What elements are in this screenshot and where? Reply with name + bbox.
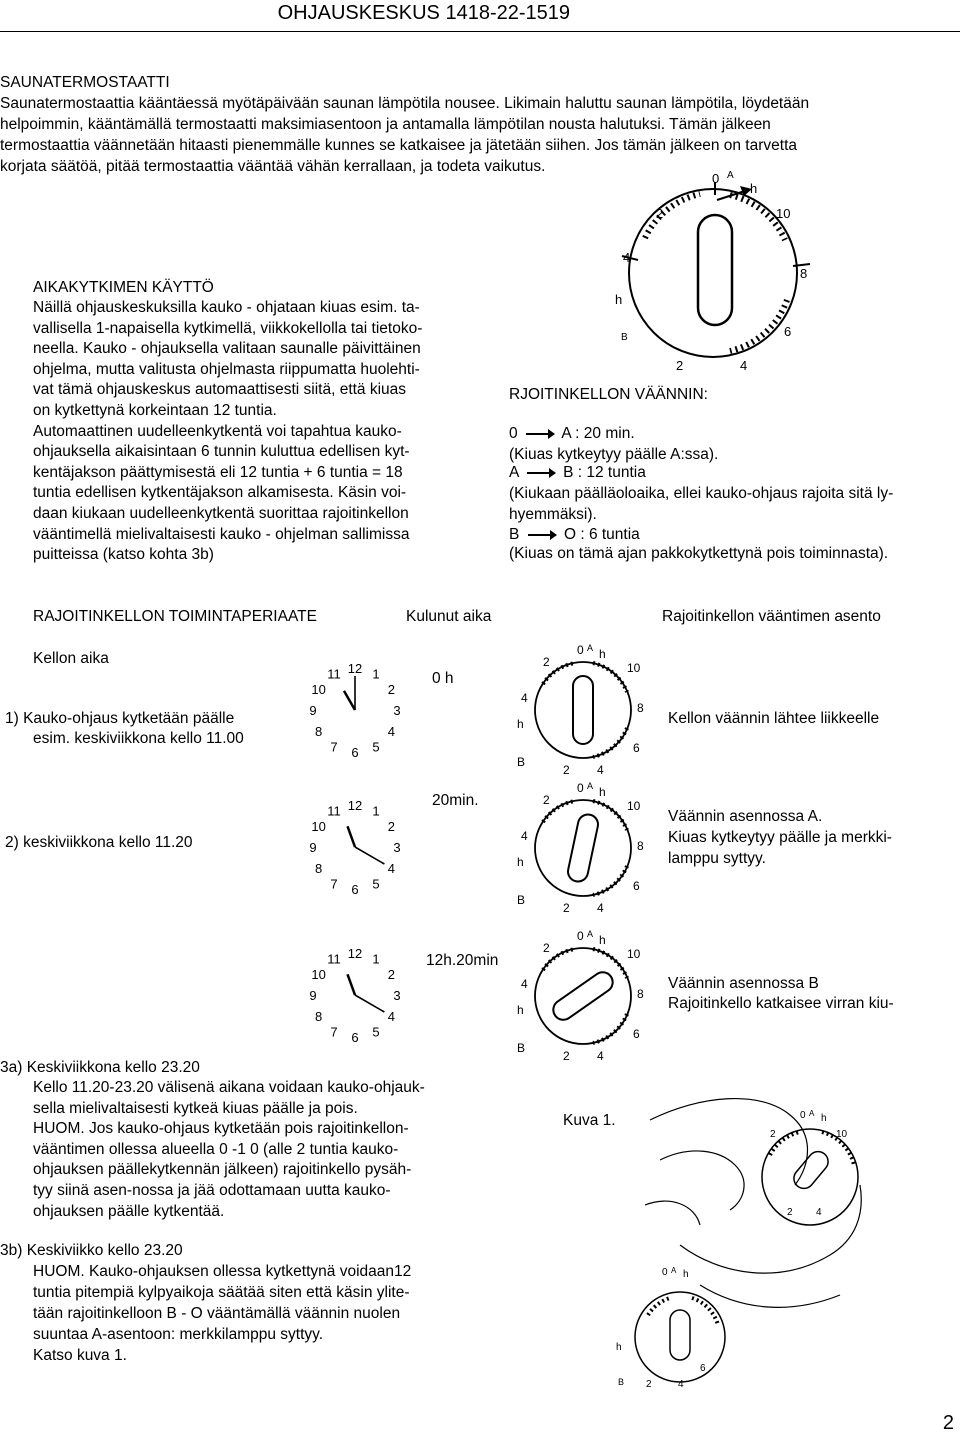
kuva1-lower-b: B <box>618 1377 625 1387</box>
clock-numeral: 11 <box>327 666 341 682</box>
step3b-label: 3b) Keskiviikko kello 23.20 <box>0 1242 183 1259</box>
kuva1-lower-6: 6 <box>700 1363 706 1374</box>
clock-1100 <box>300 655 410 765</box>
dial-label: 10 <box>627 799 641 813</box>
dial-knob <box>566 813 600 884</box>
clock-numeral: 2 <box>387 967 396 982</box>
dial-label-4-bottom: 4 <box>740 358 748 373</box>
clock-numeral: 5 <box>372 876 380 892</box>
step3b-line: HUOM. Kauko-ohjauksen ollessa kytkettynä voidaan12 <box>33 1263 412 1280</box>
dial-label-a: A <box>727 170 734 181</box>
kuva1-label-a: A <box>809 1109 815 1118</box>
page-title: OHJAUSKESKUS 1418-22-1519 <box>277 2 570 24</box>
knob-row <box>509 524 640 545</box>
dial-label: 4 <box>597 901 604 915</box>
dial-label: B <box>517 755 526 769</box>
dial-label: 10 <box>627 947 641 961</box>
dial-position-a <box>505 770 665 920</box>
dial-label: 4 <box>597 1049 604 1063</box>
clock-1120 <box>300 792 410 902</box>
timer-line: puitteissa (katso kohta 3b) <box>33 546 214 564</box>
clock-numeral: 7 <box>330 876 338 892</box>
step3-note: Rajoitinkello katkaisee virran kiu- <box>668 995 894 1012</box>
clock-numeral: 3 <box>393 988 401 1003</box>
clock-numeral: 7 <box>330 1024 338 1040</box>
hour-hand <box>348 974 356 995</box>
minute-hand <box>355 847 384 864</box>
knob-note: (Kiuas on tämä ajan pakkokytkettynä pois toiminnasta). <box>509 545 889 562</box>
dial-label: h <box>599 785 606 799</box>
dial-label: 2 <box>563 901 570 915</box>
dial-label: A <box>587 781 594 791</box>
clock-numeral: 9 <box>309 840 317 855</box>
knob-row <box>509 462 646 483</box>
step2-note: Väännin asennossa A. <box>668 808 823 825</box>
kuva1-lower-4: 4 <box>678 1379 684 1390</box>
clock-numeral: 4 <box>387 1009 396 1024</box>
dial-label: 0 <box>577 643 584 657</box>
timer-line: tuntia edellisen kytkentäjakson alkamisesta. Käsin voi- <box>33 484 407 502</box>
knob-to: B : 12 tuntia <box>563 464 646 481</box>
dial-knob-handle <box>549 968 616 1023</box>
dial-label: 4 <box>597 763 604 777</box>
kuva1-lower-h: h <box>683 1269 689 1280</box>
dial-knob-handle <box>566 813 600 884</box>
dial-scale <box>593 1014 627 1043</box>
dial-label: 0 <box>577 929 584 943</box>
kuva1-label-2b: 2 <box>787 1207 793 1218</box>
col-clock: Kellon aika <box>33 650 109 667</box>
step3a-label: 3a) Keskiviikkona kello 23.20 <box>0 1059 200 1076</box>
dial-scale <box>593 866 627 895</box>
dial-label-4: 4 <box>623 250 631 265</box>
clock-numeral: 9 <box>309 703 317 718</box>
dial-label: 2 <box>543 941 550 955</box>
step3b-body <box>33 1261 411 1366</box>
timer-line: Automaattinen uudelleenkytkentä voi tapahtua kauko- <box>33 422 402 440</box>
kuva1-lower-2: 2 <box>646 1379 652 1390</box>
step3b-line: tuntia pitempiä kylpyaikoja säätää siten että käsin ylite- <box>33 1284 410 1301</box>
header-rule <box>0 31 960 32</box>
dial-label: A <box>587 643 594 653</box>
clock-2320 <box>300 940 410 1050</box>
arrow-right-icon <box>525 467 557 479</box>
dial-label: h <box>517 855 524 869</box>
col-position: Rajoitinkellon vääntimen asento <box>662 608 881 625</box>
clock-numeral: 5 <box>372 739 380 755</box>
dial-label: 2 <box>563 763 570 777</box>
step3a-line: Kello 11.20-23.20 välisenä aikana voidaan kauko-ohjauk- <box>33 1079 425 1096</box>
clock-numeral: 10 <box>311 819 326 834</box>
sauna-heading: SAUNATERMOSTAATTI <box>0 74 170 91</box>
step1-elapsed: 0 h <box>432 670 454 687</box>
clock-numeral: 6 <box>351 882 359 897</box>
step2-note: lamppu syttyy. <box>668 850 766 867</box>
dial-label: 4 <box>521 691 528 705</box>
clock-numeral: 11 <box>327 951 341 967</box>
step3b-line: tään rajoitinkelloon B - O vääntämällä väännin nuolen <box>33 1305 401 1322</box>
dial-label-6: 6 <box>784 324 792 339</box>
timer-line: ohjelma, mutta valitusta ohjelmasta riippumatta huolehti- <box>33 360 420 378</box>
step2-label: 2) keskiviikkona kello 11.20 <box>5 834 193 851</box>
dial-knob <box>549 968 616 1023</box>
sauna-line: termostaattia väännetään hitaasti pienemmälle kunnes se katkaisee ja jätetään siihen. Jos tämän jälkeen on tarvetta <box>0 137 798 154</box>
dial-knob-handle <box>573 676 593 744</box>
timer-line: Näillä ohjauskeskuksilla kauko - ohjataan kiuas esim. ta- <box>33 299 420 316</box>
clock-numeral: 12 <box>347 798 363 813</box>
dial-label: 8 <box>637 839 644 853</box>
dial-label: 8 <box>637 987 644 1001</box>
clock-numeral: 6 <box>351 1030 359 1045</box>
clock-numeral: 12 <box>347 661 363 676</box>
step3-note: Väännin asennossa B <box>668 975 819 992</box>
step2-elapsed: 20min. <box>432 792 479 809</box>
knob-note: (Kiuas kytkeytyy päälle A:ssa). <box>509 446 719 463</box>
clock-numeral: 4 <box>387 861 396 876</box>
dial-label: 2 <box>543 793 550 807</box>
col-elapsed: Kulunut aika <box>406 608 492 625</box>
clock-numeral: 8 <box>314 724 323 739</box>
dial-label-b: B <box>621 332 628 343</box>
dial-label: 8 <box>637 701 644 715</box>
dial-label-h-side: h <box>615 292 623 307</box>
dial-label: h <box>517 1003 524 1017</box>
kuva1-label-4b: 4 <box>816 1207 822 1218</box>
knob-row <box>509 423 635 444</box>
knob-to: A : 20 min. <box>561 425 635 442</box>
dial-label: B <box>517 1041 526 1055</box>
dial-label-2: 2 <box>656 206 664 221</box>
dial-label: 4 <box>521 977 528 991</box>
figure-caption: Kuva 1. <box>563 1112 616 1129</box>
dial-label: 4 <box>521 829 528 843</box>
timer-body <box>33 298 474 566</box>
kuva1-label-10: 10 <box>836 1129 848 1140</box>
clock-numeral: 5 <box>372 1024 380 1040</box>
clock-numeral: 9 <box>309 988 317 1003</box>
dial-label: B <box>517 893 526 907</box>
step3a-line: vääntimen ollessa alueella 0 -1 0 (alle 2 tuntia kauko- <box>33 1140 399 1158</box>
clock-numeral: 3 <box>393 703 401 718</box>
dial-label: 2 <box>563 1049 570 1063</box>
step1-sublabel: esim. keskiviikkona kello 11.00 <box>33 730 244 747</box>
step3a-line: tyy siinä asen-nossa ja jää odottamaan uutta kauko- <box>33 1181 391 1199</box>
timer-line: neella. Kauko - ohjauksella valitaan saunalle päivittäinen <box>33 340 421 358</box>
arrow-right-icon <box>526 529 558 541</box>
clock-numeral: 2 <box>387 682 396 697</box>
kuva1-label-h: h <box>821 1113 827 1124</box>
timer-line: vääntimellä mielivaltaisesti kauko - ohjelman sallimissa <box>33 525 410 543</box>
sauna-line: Saunatermostaattia kääntäessä myötäpäivään saunan lämpötila nousee. Likimain haluttu saunan lämpötila, löydetään <box>0 95 810 112</box>
step3b-line: Katso kuva 1. <box>33 1347 127 1364</box>
timer-line: kentäjakson päättymisestä eli 12 tuntia + 6 tuntia = 18 <box>33 463 403 481</box>
knob-from: A <box>509 464 519 481</box>
step3a-body <box>33 1078 479 1222</box>
timer-heading: AIKAKYTKIMEN KÄYTTÖ <box>33 279 214 296</box>
dial-label-2-bottom: 2 <box>676 358 684 373</box>
dial-label: 6 <box>633 1027 640 1041</box>
knob-note: hyemmäksi). <box>509 506 597 523</box>
knob-heading: RJOITINKELLON VÄÄNNIN: <box>509 386 708 403</box>
kuva1-lower-0: 0 <box>662 1267 668 1278</box>
step3b-line: suuntaa A-asentoon: merkkilamppu syttyy. <box>33 1326 324 1343</box>
dial-knob <box>573 676 593 744</box>
step2-note: Kiuas kytkeytyy päälle ja merkki- <box>668 829 892 846</box>
clock-numeral: 2 <box>387 819 396 834</box>
sauna-line: korjata säätöä, pitää termostaattia vääntää vähän kerrallaan, ja todeta vaikutus. <box>0 158 546 175</box>
dial-label-h: h <box>750 181 758 196</box>
clock-numeral: 1 <box>372 803 380 819</box>
hand-turning-knob-illustration <box>616 1085 920 1390</box>
step1-note: Kellon väännin lähtee liikkeelle <box>668 710 880 727</box>
clock-numeral: 3 <box>393 840 401 855</box>
dial-label: 6 <box>633 879 640 893</box>
arrow-right-icon <box>524 428 556 440</box>
timer-line: on kytkettynä korkeintaan 12 tuntia. <box>33 401 277 419</box>
dial-label: 0 <box>577 781 584 795</box>
timer-line: daan kiukaan uudelleenkytkentä suorittaa rajoitinkellon <box>33 504 409 522</box>
clock-numeral: 12 <box>347 946 363 961</box>
step3a-line: HUOM. Jos kauko-ohjaus kytketään pois rajoitinkellon- <box>33 1120 409 1138</box>
clock-numeral: 6 <box>351 745 359 760</box>
dial-label: A <box>587 929 594 939</box>
dial-label: 2 <box>543 655 550 669</box>
dial-ring <box>535 948 631 1044</box>
kuva1-label-0: 0 <box>800 1110 806 1121</box>
knob-from: 0 <box>509 425 518 442</box>
principle-heading: RAJOITINKELLON TOIMINTAPERIAATE <box>33 608 317 625</box>
dial-ring <box>535 800 631 896</box>
clock-numeral: 4 <box>387 724 396 739</box>
knob-to: O : 6 tuntia <box>563 526 640 543</box>
knob-note: (Kiukaan päälläoloaika, ellei kauko-ohjaus rajoita sitä ly- <box>509 485 894 502</box>
dial-label-10: 10 <box>776 206 791 221</box>
clock-numeral: 8 <box>314 861 323 876</box>
knob-from: B <box>509 526 520 543</box>
timer-line: vat tämä ohjauskeskus automaattisesti siitä, että kiuas <box>33 381 407 399</box>
hour-hand <box>348 826 356 847</box>
dial-label-0: 0 <box>712 171 720 186</box>
hour-hand <box>344 691 355 710</box>
kuva1-label-2: 2 <box>770 1129 776 1140</box>
clock-numeral: 10 <box>311 682 326 697</box>
dial-label: 6 <box>633 741 640 755</box>
dial-label: 10 <box>627 661 641 675</box>
dial-scale <box>593 663 627 692</box>
step3a-line: ohjauksen päälle kytkentää. <box>33 1202 225 1220</box>
step3-elapsed: 12h.20min <box>426 952 499 969</box>
minute-hand <box>355 995 384 1012</box>
clock-numeral: 11 <box>327 803 341 819</box>
kuva1-lower-h-side: h <box>616 1342 622 1353</box>
clock-numeral: 1 <box>372 951 380 967</box>
dial-position-b <box>505 918 665 1068</box>
clock-numeral: 1 <box>372 666 380 682</box>
step3a-line: sella mielivaltaisesti kytkeä kiuas päälle ja pois. <box>33 1099 358 1117</box>
kuva1-lower-a: A <box>671 1266 677 1275</box>
step1-label: 1) Kauko-ohjaus kytketään päälle <box>5 710 235 727</box>
dial-label: h <box>599 647 606 661</box>
clock-numeral: 10 <box>311 967 326 982</box>
sauna-line: helpoimmin, kääntämällä termostaatti maksimiasentoon ja antamalla lämpötilan nousta halutuksi. Tämän jälkeen <box>0 116 771 133</box>
timer-line: vallisella 1-napaisella kytkimellä, viikkokellolla tai tietoko- <box>33 319 423 337</box>
page-number: 2 <box>942 1412 954 1434</box>
timer-line: ohjauksella aikaisintaan 6 tunnin kuluttua edellisen kyt- <box>33 443 410 461</box>
step3a-line: ohjauksen päällekytkennän jälkeen) rajoitinkello pysäh- <box>33 1161 412 1179</box>
limiter-dial-diagram <box>580 160 840 380</box>
dial-label: h <box>517 717 524 731</box>
clock-numeral: 8 <box>314 1009 323 1024</box>
dial-label-8: 8 <box>800 266 808 281</box>
dial-scale <box>593 728 627 757</box>
clock-numeral: 7 <box>330 739 338 755</box>
dial-position-0 <box>505 632 665 782</box>
dial-label: h <box>599 933 606 947</box>
